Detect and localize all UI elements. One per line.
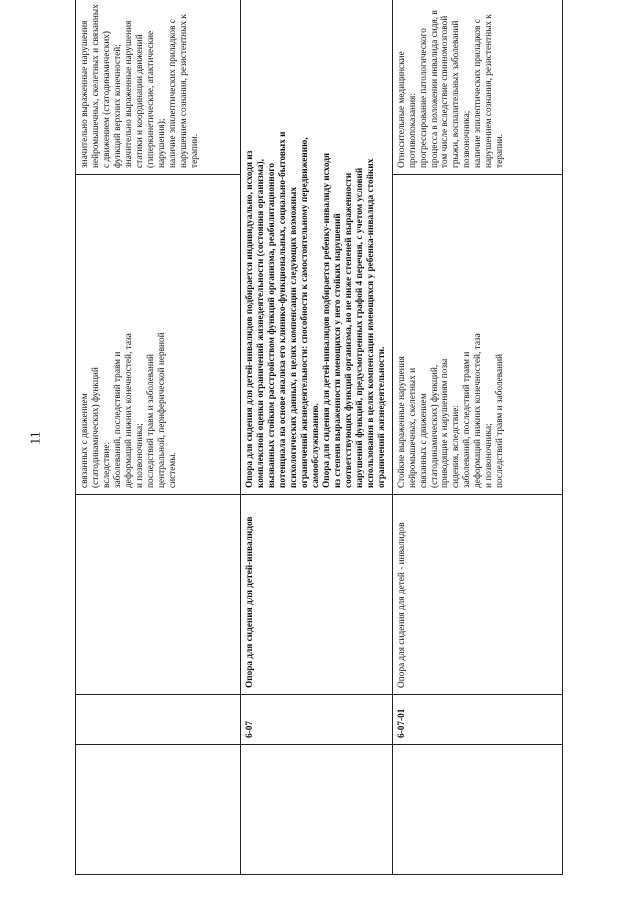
text-line: деформаций нижних конечностей, таза xyxy=(473,333,484,488)
text-line: терапии. xyxy=(189,133,200,168)
text-line: нарушением сознания, резистентных к xyxy=(178,14,189,168)
text-line: с движением (статодинамических) xyxy=(101,31,112,168)
item-description xyxy=(241,0,393,495)
table-row xyxy=(241,0,393,875)
table-cell-contraindications xyxy=(392,0,562,175)
text-line: значительно выраженные нарушения xyxy=(80,20,90,168)
table-row xyxy=(76,0,241,875)
item-name: Опора для сидения для детей - инвалидов xyxy=(392,495,562,695)
text-line: ограничений жизнедеятельности: способности к самостоятельному передвижению, xyxy=(299,137,310,488)
text-line: использования в целях компенсации имеющихся у ребенка-инвалида стойких xyxy=(365,158,376,488)
item-code: 6-07 xyxy=(241,695,393,745)
text-line: функций верхних конечностей; xyxy=(112,44,123,168)
text-line: потенциала на основе анализа его клинико-функциональных, социально-бытовых и xyxy=(277,131,288,488)
text-line: Стойкие выраженные нарушения xyxy=(396,356,407,488)
text-line: прогрессирование патологического xyxy=(418,28,429,168)
text-line: том числе вследствие спинномозговой xyxy=(440,15,451,168)
text-line: значительно выраженные нарушения xyxy=(123,20,134,168)
text-line: позвоночника; xyxy=(462,110,473,168)
table-cell-empty xyxy=(392,745,562,875)
text-line: самообслуживанию. xyxy=(310,403,321,488)
text-line: (гиперкинетические, атактические xyxy=(145,30,156,168)
text-line: Относительные медицинские xyxy=(396,51,407,168)
table-cell-empty xyxy=(241,745,393,875)
text-line: нарушением сознания, резистентных к xyxy=(484,14,495,168)
text-line: из степени выраженности имеющихся у него стойких нарушений xyxy=(332,213,343,488)
rotated-document-table xyxy=(75,4,555,875)
text-line: наличие эпилептических приладков с xyxy=(473,19,484,168)
text-line: (статодинамических) функций, xyxy=(429,364,440,488)
text-line: грыжи, воспалительных заболеваний xyxy=(451,20,462,168)
text-line: комплексной оценки ограничений жизнедеятельности (состояния организма), xyxy=(255,159,266,488)
requirements-table xyxy=(75,0,563,875)
table-cell-empty xyxy=(76,495,241,695)
text-line: наличие эпилептических приладков с xyxy=(167,19,178,168)
text-line: последствий травм и заболеваний xyxy=(145,353,156,488)
text-line: ограничений жизнедеятельности. xyxy=(376,346,387,488)
item-code: 6-07-01 xyxy=(392,695,562,745)
text-line: нарушений функций, предусмотренных графой 4 перечня, с учетом условий xyxy=(354,167,365,488)
text-line: и позвоночника; xyxy=(134,423,145,488)
text-line: приводящие к нарушениям позы xyxy=(440,358,451,488)
table-cell-empty xyxy=(76,695,241,745)
text-line: связанных с движением xyxy=(418,393,429,488)
text-line: вызванных стойким расстройством функций организма, реабилитационного xyxy=(266,162,277,488)
text-line: нейромышечных, скелетных и связанных xyxy=(90,4,101,168)
text-line: терапии. xyxy=(495,133,506,168)
item-name: Опора для сидения для детей-инвалидов xyxy=(241,495,393,695)
page-number: 11 xyxy=(28,431,44,445)
table-cell-indications xyxy=(392,175,562,495)
text-line: заболеваний, последствий травм и xyxy=(112,351,123,488)
text-line: сидения, вследствие: xyxy=(451,405,462,488)
text-line: системы. xyxy=(167,452,178,488)
text-line: деформаций нижних конечностей, таза xyxy=(123,333,134,488)
text-line: нейромышечных, скелетных и xyxy=(407,367,418,488)
text-line: противопоказания: xyxy=(407,93,418,168)
table-row xyxy=(392,0,562,875)
text-line: последствий травм и заболеваний xyxy=(495,353,506,488)
text-line: психологических данных, в целях компенсации следующих возможных xyxy=(288,186,299,488)
text-line: Опора для сидения для детей-инвалидов подбирается ребенку-инвалиду исходя xyxy=(321,152,332,488)
text-line: (статодинамических) функций xyxy=(90,367,101,488)
text-line: и позвоночника; xyxy=(484,423,495,488)
table-cell-indications xyxy=(76,175,241,495)
text-line: Опора для сидения для детей-инвалидов подбирается индивидуально, исходя из xyxy=(245,150,255,488)
table-cell-contraindications xyxy=(76,0,241,175)
text-line: процесса в положении инвалида сидя, в xyxy=(429,10,440,168)
text-line: центральной, периферической нервной xyxy=(156,332,167,488)
text-line: заболеваний, последствий травм и xyxy=(462,351,473,488)
table-cell-empty xyxy=(76,745,241,875)
text-line: вследствие: xyxy=(101,441,112,488)
text-line: соответствующих функций организма, но не ниже степеней выраженности xyxy=(343,172,354,488)
text-line: нарушения); xyxy=(156,118,167,168)
text-line: связанных с движением xyxy=(80,393,90,488)
text-line: статики и координации движений xyxy=(134,34,145,168)
